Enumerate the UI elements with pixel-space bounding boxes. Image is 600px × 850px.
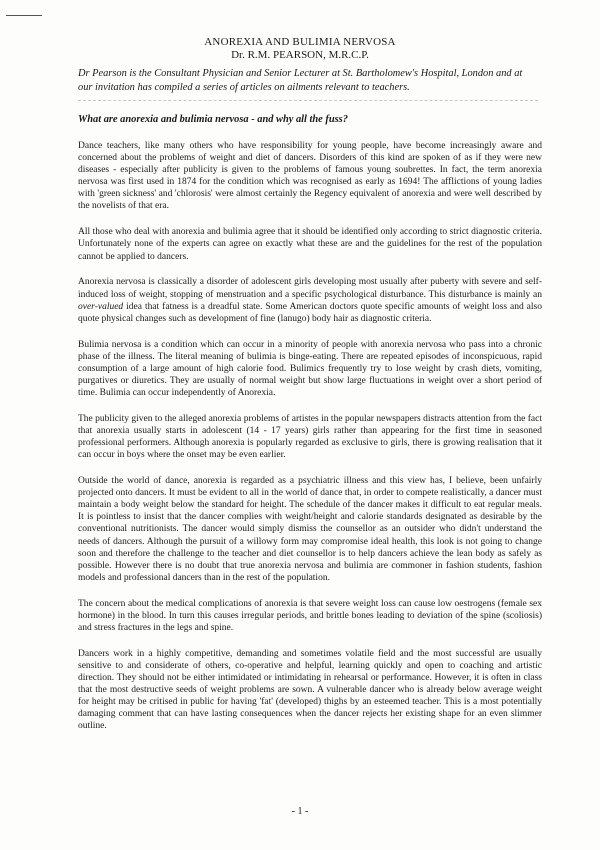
paragraph: Dancers work in a highly competitive, demanding and sometimes volatile field and the most successful are usually sensitive to and considerate of others, co-operative and helpful, learning quickly and open to coaching and artistic direction. They should not be either intimidated or intimidating in rehearsal or performance. However, it is often in class that the most destructive seeds of weight problems are sown. A vulnerable dancer who is already below average weight for height may be critised in public for having 'fat' (developed) thighs by an esteemed teacher. This is a most potentially damaging comment that can have lasting consequences when the dancer rejects her existing shape for an even slimmer outline.	[78, 648, 542, 732]
corner-scan-mark	[6, 15, 42, 16]
article-author: Dr. R.M. PEARSON, M.R.C.P.	[231, 49, 369, 61]
article-header	[60, 36, 540, 62]
paragraph: The concern about the medical complications of anorexia is that severe weight loss can cause low oestrogens (female sex hormone) in the blood. In turn this causes irregular periods, and brittle bones leading to deviation of the spine (scoliosis) and stress fractures in the legs and spine.	[78, 598, 542, 633]
emphasized-text: over-valued	[78, 301, 124, 312]
paragraph-text: Anorexia nervosa is classically a disorder of adolescent girls developing most usually after puberty with severe and self-induced loss of weight, stopping of menstruation and a specific psychological disturbance. This disturbance is mainly an	[78, 277, 542, 300]
paragraph-anorexia-definition	[78, 276, 542, 324]
paragraph: All those who deal with anorexia and bulimia agree that it should be identified only according to strict diagnostic criteria. Unfortunately none of the experts can agree on exactly what these are and the guidelines for the rest of the population cannot be applied to dancers.	[78, 227, 542, 262]
paragraph: Outside the world of dance, anorexia is regarded as a psychiatric illness and this view has, I believe, been unfairly projected onto dancers. It must be evident to all in the world of dance that, in order to compete realistically, a dancer must maintain a body weight below the standard for height. The schedule of the dancer makes it difficult to eat regular meals. It is pointless to insist that the dancer complies with weight/height and calorie standards designated as desirable by the conventional nutritionists. The dancer would simply dismiss the counsellor as an outsider who didn't understand the needs of dancers. Although the pursuit of a willowy form may compromise ideal health, this look is not going to change soon and therefore the challenge to the teacher and diet counsellor is to help dancers achieve the lean body as safely as possible. However there is no doubt that true anorexia nervosa and bulimia are commoner in fashion students, fashion models and professional dancers than in the rest of the population.	[78, 476, 542, 583]
paragraph: The publicity given to the alleged anorexia problems of artistes in the popular newspapers distracts attention from the fact that anorexia usually starts in adolescent (14 - 17 years) girls rather than appearing for the first time in seasoned professional performers. Although anorexia is popularly regarded as exclusive to girls, there is growing realisation that it can occur in boys where the onset may be even earlier.	[78, 413, 542, 461]
paragraph: Dance teachers, like many others who have responsibility for young people, have become increasingly aware and concerned about the problems of weight and diet of dancers. Disorders of this kind are spoken of as if they were new diseases - especially after publicity is given to the problems of famous young soubrettes. In fact, the term anorexia nervosa was first used in 1874 for the condition which was recognised as early as 1694! The afflictions of young ladies with 'green sickness' and 'chlorosis' were almost certainly the Regency equivalent of anorexia and were well described by the novelists of that era.	[78, 141, 542, 212]
section-divider	[78, 100, 538, 101]
article-title: ANOREXIA AND BULIMIA NERVOSA	[204, 36, 396, 48]
page-number: - 1 -	[291, 806, 309, 817]
article-body	[78, 140, 542, 746]
paragraph-text: idea that fatness is a dreadful state. Some American doctors quote specific amounts of weight loss and also quote physical changes such as development of fine (lanugo) body hair as diagnostic criteria.	[78, 301, 542, 324]
author-introduction: Dr Pearson is the Consultant Physician and Senior Lecturer at St. Bartholomew's Hospital, London and at our invitation has compiled a series of articles on ailments relevant to teachers.	[78, 68, 523, 93]
section-heading: What are anorexia and bulimia nervosa - and why all the fuss?	[78, 114, 348, 125]
paragraph: Bulimia nervosa is a condition which can occur in a minority of people with anorexia nervosa who pass into a chronic phase of the illness. The literal meaning of bulimia is binge-eating. There are repeated episodes of inconspicuous, rapid consumption of a large amount of high calorie food. Bulimics frequently try to lose weight by crash diets, vomiting, purgatives or diuretics. They are usually of normal weight but show large fluctuations in weight over a short period of time. Bulimia can occur independently of Anorexia.	[78, 339, 542, 398]
